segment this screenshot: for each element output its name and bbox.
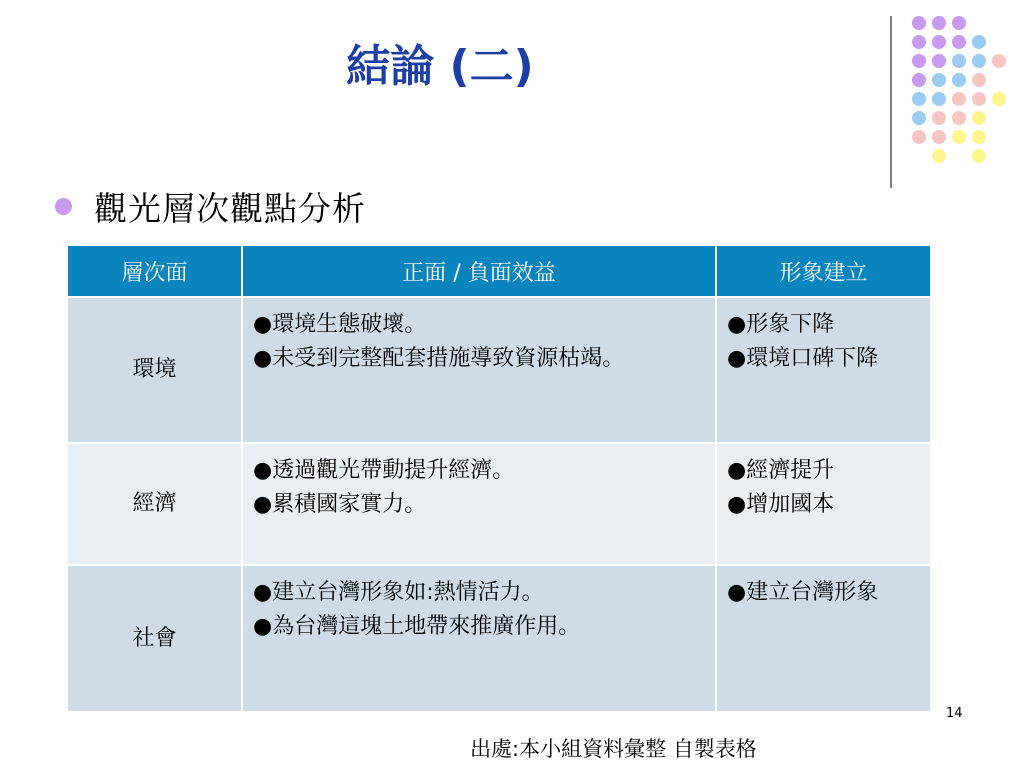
row-effects — [242, 565, 716, 711]
row-category: 社會 — [68, 565, 242, 711]
decor-dot — [972, 111, 986, 125]
decor-dot — [972, 130, 986, 144]
effect-item: ●為台灣這塊土地帶來推廣作用。 — [253, 614, 581, 639]
decor-dot — [972, 73, 986, 87]
effect-item: ●環境生態破壞。 — [253, 312, 427, 337]
effect-item: ●累積國家實力。 — [253, 492, 427, 517]
table-header-row — [68, 246, 930, 297]
decor-dot — [932, 54, 946, 68]
decor-dot — [932, 111, 946, 125]
bullet-text: 觀光層次觀點分析 — [94, 188, 366, 228]
decor-dot — [952, 73, 966, 87]
decor-dot — [932, 16, 946, 30]
decor-dot — [912, 92, 926, 106]
decor-dot — [932, 149, 946, 163]
decor-dot — [992, 92, 1006, 106]
decor-dot — [932, 130, 946, 144]
row-image — [716, 297, 930, 443]
decor-dot — [912, 35, 926, 49]
header-level: 層次面 — [68, 246, 242, 297]
row-category: 經濟 — [68, 443, 242, 565]
decor-dot — [932, 73, 946, 87]
image-item: ●經濟提升 — [727, 458, 835, 483]
decor-dot — [912, 73, 926, 87]
image-item: ●增加國本 — [727, 492, 835, 517]
row-effects — [242, 443, 716, 565]
decor-dot — [972, 35, 986, 49]
image-item: ●建立台灣形象 — [727, 580, 879, 605]
decor-dot — [952, 35, 966, 49]
decor-dot — [952, 111, 966, 125]
slide-title: 結論 (二) — [346, 41, 534, 92]
decor-dot — [972, 149, 986, 163]
decor-dot — [972, 54, 986, 68]
decor-dot — [932, 92, 946, 106]
header-image: 形象建立 — [716, 246, 930, 297]
decor-dot — [912, 54, 926, 68]
decor-dot — [972, 92, 986, 106]
bullet-marker-icon — [55, 198, 72, 215]
row-image — [716, 565, 930, 711]
effect-item: ●建立台灣形象如:熱情活力。 — [253, 580, 544, 605]
effect-item: ●透過觀光帶動提升經濟。 — [253, 458, 515, 483]
decor-dot — [952, 130, 966, 144]
page-number: 14 — [946, 706, 963, 721]
bullet-item — [55, 180, 366, 232]
table-row — [68, 297, 930, 443]
decor-dot — [952, 16, 966, 30]
table-row — [68, 443, 930, 565]
row-image — [716, 443, 930, 565]
row-effects — [242, 297, 716, 443]
header-effects: 正面 / 負面效益 — [242, 246, 716, 297]
analysis-table — [68, 246, 930, 711]
image-item: ●環境口碑下降 — [727, 346, 879, 371]
source-note: 出處:本小組資料彙整 自製表格 — [470, 737, 757, 761]
decor-dot — [932, 35, 946, 49]
decor-dot — [952, 92, 966, 106]
decor-dot — [912, 16, 926, 30]
decorative-dot-grid — [904, 14, 1014, 174]
effect-item: ●未受到完整配套措施導致資源枯竭。 — [253, 346, 625, 371]
decor-dot — [992, 54, 1006, 68]
table-row — [68, 565, 930, 711]
decor-dot — [952, 54, 966, 68]
vertical-divider — [890, 16, 892, 188]
decor-dot — [912, 130, 926, 144]
row-category: 環境 — [68, 297, 242, 443]
decor-dot — [912, 111, 926, 125]
image-item: ●形象下降 — [727, 312, 835, 337]
